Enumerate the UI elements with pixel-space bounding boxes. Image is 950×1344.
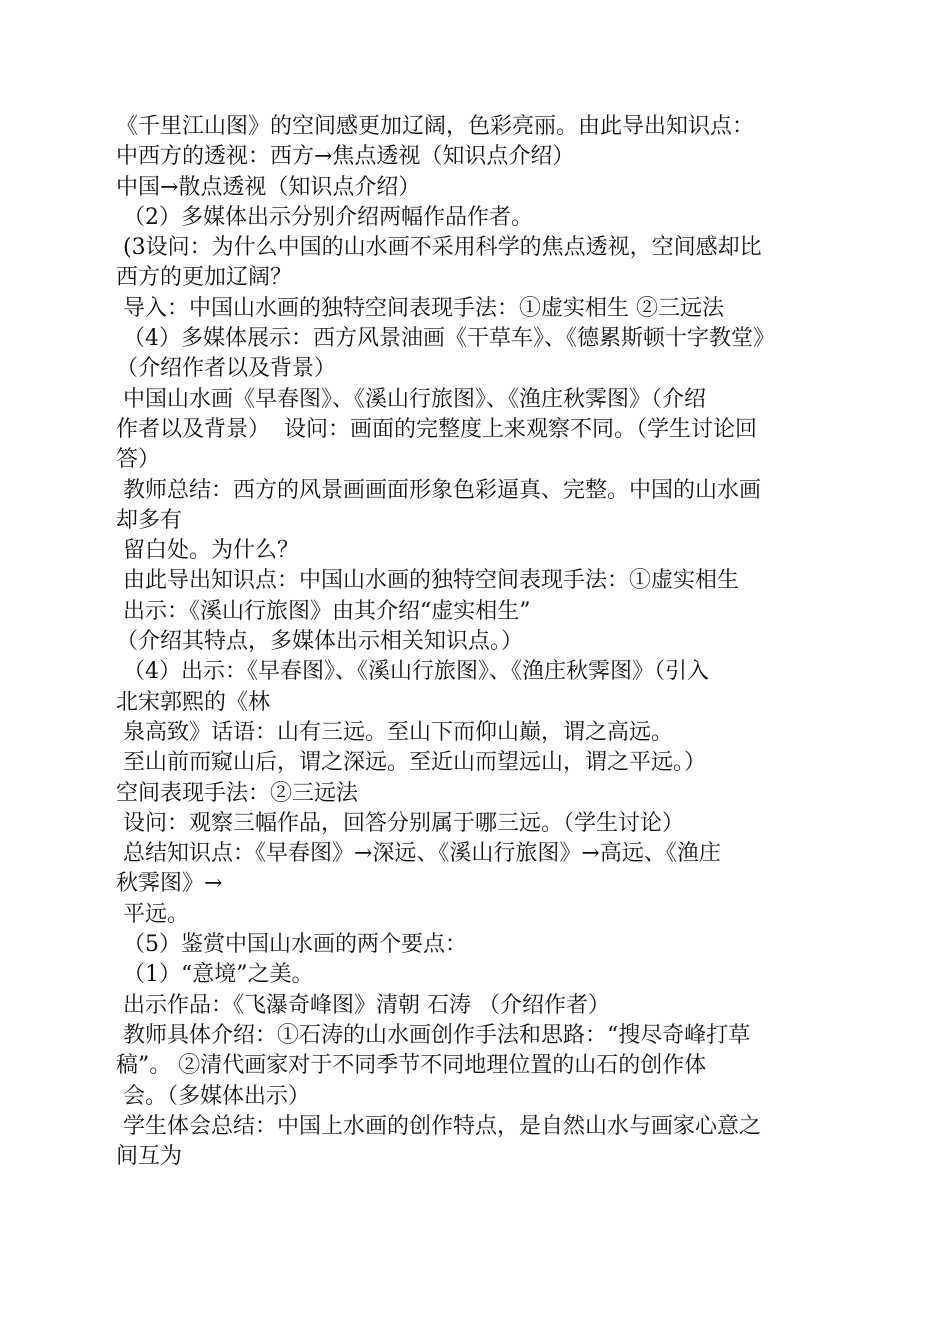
text-line: 教师总结：西方的风景画画面形象色彩逼真、完整。中国的山水画 xyxy=(116,477,761,503)
text-line: 《千里江山图》的空间感更加辽阔，色彩亮丽。由此导出知识点： xyxy=(116,114,755,139)
text-line: 泉高致》话语：山有三远。至山下而仰山巅，谓之高远。 xyxy=(116,719,673,745)
text-line: （4）出示：《早春图》、《溪山行旅图》、《渔庄秋霁图》（引入 xyxy=(116,659,709,685)
text-line: 教师具体介绍：①石涛的山水画创作手法和思路：“搜尽奇峰打草 xyxy=(116,1022,751,1048)
text-line: 会。（多媒体出示） xyxy=(116,1083,310,1109)
text-line: 中西方的透视：西方→焦点透视（知识点介绍） xyxy=(116,144,575,170)
text-line: 由此导出知识点：中国山水画的独特空间表现手法：①虚实相生 xyxy=(116,568,739,594)
document-text-body xyxy=(116,112,846,1172)
text-line: 平远。 xyxy=(116,901,189,927)
text-line: 北宋郭熙的《林 xyxy=(116,689,271,715)
text-line: 学生体会总结：中国上水画的创作特点，是自然山水与画家心意之 xyxy=(116,1113,761,1139)
text-line: （4）多媒体展示：西方风景油画《干草车》、《德累斯顿十字教堂》 xyxy=(116,326,775,352)
text-line: （介绍作者以及背景） xyxy=(116,356,337,382)
text-line: 中国→散点透视（知识点介绍） xyxy=(116,174,421,200)
text-line: 留白处。为什么？ xyxy=(116,538,299,564)
text-line: 设问：观察三幅作品，回答分别属于哪三远。（学生讨论） xyxy=(116,810,684,836)
text-line: （2）多媒体出示分别介绍两幅作品作者。 xyxy=(116,204,533,230)
text-line: (3设问：为什么中国的山水画不采用科学的焦点透视，空间感却比 xyxy=(116,235,762,261)
text-line: 间互为 xyxy=(116,1144,183,1170)
text-line: 却多有 xyxy=(116,507,183,533)
text-line: 西方的更加辽阔？ xyxy=(116,265,293,291)
text-line: 出示：《溪山行旅图》由其介绍“虚实相生” xyxy=(116,598,531,624)
text-line: 出示作品：《飞瀑奇峰图》清朝 石涛 （介绍作者） xyxy=(116,992,610,1018)
text-line: （1）“意境”之美。 xyxy=(116,962,314,988)
text-line: 总结知识点：《早春图》→深远、《溪山行旅图》→高远、《渔庄 xyxy=(116,841,721,867)
text-line: （介绍其特点，多媒体出示相关知识点。） xyxy=(116,629,524,655)
text-line: 至山前而窥山后，谓之深远。至近山而望远山，谓之平远。） xyxy=(116,750,706,776)
text-line: 空间表现手法：②三远法 xyxy=(116,780,359,806)
text-line: 稿”。 ②清代画家对于不同季节不同地理位置的山石的创作体 xyxy=(116,1053,707,1079)
text-line: 秋霁图》→ xyxy=(116,871,223,897)
text-line: 答） xyxy=(116,447,161,473)
text-line: 导入：中国山水画的独特空间表现手法：①虚实相生 ②三远法 xyxy=(116,295,724,321)
text-line: 中国山水画《早春图》、《溪山行旅图》、《渔庄秋霁图》（介绍 xyxy=(116,386,706,412)
text-line: 作者以及背景） 设问：画面的完整度上来观察不同。（学生讨论回 xyxy=(116,416,757,442)
text-line: （5）鉴赏中国山水画的两个要点： xyxy=(116,932,467,958)
